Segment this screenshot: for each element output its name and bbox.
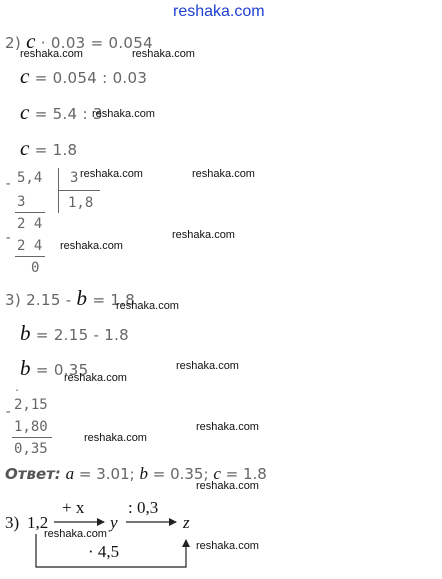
task3-number: 3): [5, 291, 21, 309]
answer-a-value: = 3.01;: [78, 465, 135, 483]
watermark: reshaka.com: [64, 372, 127, 384]
watermark: reshaka.com: [196, 540, 259, 552]
answer-a-var: a: [65, 464, 75, 483]
division-sub2: 2 4: [17, 238, 43, 254]
chain-mid: y: [110, 513, 118, 532]
watermark: reshaka.com: [44, 528, 107, 540]
subtraction-b: 1,80: [14, 419, 48, 435]
watermark: reshaka.com: [196, 480, 259, 492]
watermark: reshaka.com: [192, 168, 255, 180]
watermark: reshaka.com: [176, 360, 239, 372]
answer-b-value: = 0.35;: [152, 465, 209, 483]
answer-label: Ответ:: [5, 465, 61, 483]
division-rem1: 2 4: [17, 216, 43, 232]
chain-op2: : 0,3: [128, 498, 159, 517]
task3-line2-rest: = 2.15 - 1.8: [35, 326, 130, 344]
answer-c-var: c: [213, 464, 221, 483]
task3-var: b: [20, 321, 31, 345]
minus-sign: -: [4, 230, 13, 246]
minus-sign: -: [4, 404, 13, 420]
minus-sign: -: [4, 176, 13, 192]
watermark: reshaka.com: [20, 48, 83, 60]
watermark: reshaka.com: [84, 432, 147, 444]
watermark: reshaka.com: [172, 229, 235, 241]
task2-line1-rest: · 0.03 = 0.054: [40, 34, 153, 52]
chain-start: 1,2: [27, 513, 49, 532]
watermark: reshaka.com: [80, 168, 143, 180]
division-rem2: 0: [31, 260, 40, 276]
watermark: reshaka.com: [116, 300, 179, 312]
decimal-dot: .: [14, 383, 21, 394]
task3-line1-left: 2.15 -: [26, 291, 72, 309]
task2-line4-rest: = 1.8: [34, 141, 78, 159]
task2-var: c: [20, 100, 30, 124]
division-quotient: 1,8: [68, 195, 94, 211]
task3-line3-rest: = 0.35: [35, 361, 89, 379]
division-dividend: 5,4: [17, 170, 43, 186]
task3-line1-right: = 1.8: [92, 291, 136, 309]
division-divisor: 3: [70, 170, 79, 186]
task3-var: b: [76, 286, 88, 310]
chain-end: z: [183, 513, 190, 532]
chain-op3: · 4,5: [88, 542, 120, 561]
task2-line3-rest: = 5.4 : 3: [34, 105, 103, 123]
watermark: reshaka.com: [132, 48, 195, 60]
division-sub1: 3: [17, 194, 26, 210]
subtraction-result: 0,35: [14, 441, 48, 457]
task2-number: 2): [5, 34, 21, 52]
chain-op1: + x: [62, 498, 85, 517]
watermark: reshaka.com: [60, 240, 123, 252]
task3-var: b: [20, 356, 31, 380]
task2-var: c: [20, 64, 30, 88]
task2-var: c: [26, 29, 36, 53]
task2-var: c: [20, 136, 30, 160]
watermark: reshaka.com: [196, 421, 259, 433]
subtraction-a: 2,15: [14, 397, 48, 413]
site-title: reshaka.com: [173, 3, 265, 20]
chain-number: 3): [5, 513, 20, 532]
answer-b-var: b: [139, 464, 148, 483]
watermark: reshaka.com: [92, 108, 155, 120]
answer-c-value: = 1.8: [225, 465, 267, 483]
task2-line2-rest: = 0.054 : 0.03: [34, 69, 148, 87]
